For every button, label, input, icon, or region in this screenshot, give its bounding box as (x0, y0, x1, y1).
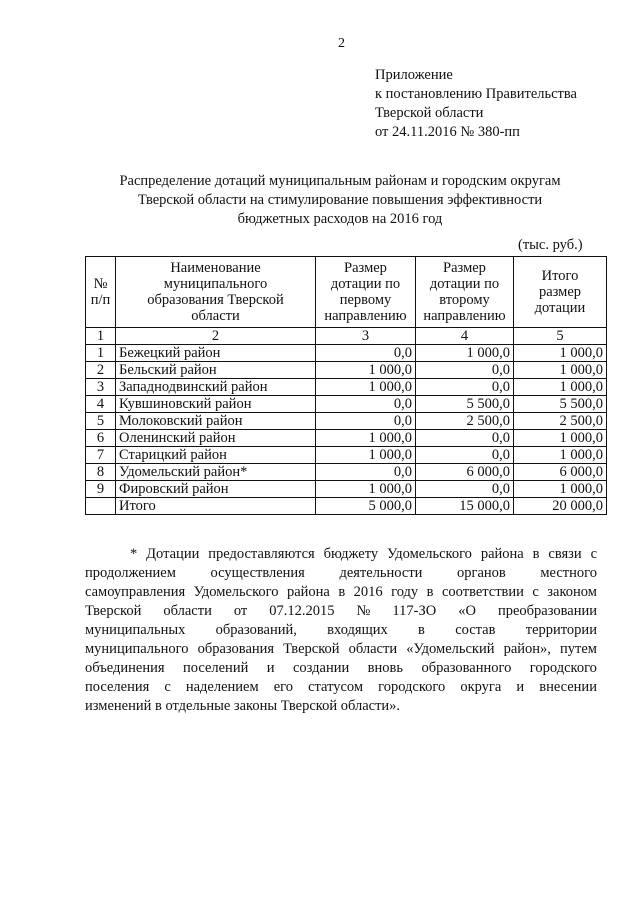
footnote-word: района (480, 546, 524, 562)
cell-second: 0,0 (416, 481, 514, 498)
table-row (86, 345, 607, 362)
footnote (85, 545, 597, 716)
footnote-line (85, 640, 597, 659)
cell-name: Западнодвинский район (116, 379, 316, 396)
footnote-word: в (532, 546, 540, 562)
footnote-word: городского (529, 660, 597, 676)
cell-name: Итого (116, 498, 316, 515)
footnote-word: состав (455, 622, 496, 638)
table-row (86, 447, 607, 464)
header-num: № п/п (86, 257, 116, 328)
footnote-line (85, 545, 597, 564)
title-line: бюджетных расходов на 2016 год (237, 211, 443, 227)
footnote-word: образования (197, 641, 275, 657)
footnote-word: внесении (539, 679, 597, 695)
cell-num: 6 (86, 430, 116, 447)
footnote-word: деятельности (339, 565, 423, 581)
footnote-word: объединения (85, 660, 165, 676)
footnote-word: городского (378, 679, 446, 695)
table-row (86, 396, 607, 413)
footnote-word: с (590, 546, 597, 562)
cell-name: Бельский район (116, 362, 316, 379)
cell-num (86, 498, 116, 515)
cell-name: Молоковский район (116, 413, 316, 430)
footnote-word: муниципального (85, 641, 189, 657)
footnote-word: «Удомельский (406, 641, 495, 657)
cell-total: 1 000,0 (514, 379, 607, 396)
footnote-word: 117-ЗО (392, 603, 437, 619)
footnote-word: местного (540, 565, 597, 581)
footnote-word: район», (503, 641, 551, 657)
footnote-line (85, 602, 597, 621)
appendix-block (375, 66, 577, 142)
cell-num: 2 (86, 362, 116, 379)
cell-second: 0,0 (416, 379, 514, 396)
cell-first: 0,0 (316, 413, 416, 430)
cell-second: 0,0 (416, 447, 514, 464)
footnote-word: 07.12.2015 (269, 603, 335, 619)
footnote-word: путем (560, 641, 597, 657)
footnote-word: территории (525, 622, 597, 638)
cell-name: Фировский район (116, 481, 316, 498)
footnote-word: Тверской (85, 603, 142, 619)
title-line: Распределение дотаций муниципальным районам и городским округам (119, 173, 561, 189)
footnote-word: самоуправления (85, 584, 186, 600)
footnote-word: * (130, 546, 138, 562)
footnote-word: Удомельского (387, 546, 472, 562)
footnote-line (85, 659, 597, 678)
footnote-line (85, 621, 597, 640)
cell-num: 5 (86, 413, 116, 430)
footnote-word: органов (457, 565, 506, 581)
cell-total: 1 000,0 (514, 362, 607, 379)
column-number: 2 (116, 328, 316, 345)
cell-num: 7 (86, 447, 116, 464)
table-header-row (86, 257, 607, 328)
header-first-direction: Размер дотации по первому направлению (316, 257, 416, 328)
footnote-word: образований, (215, 622, 297, 638)
footnote-word: и (516, 679, 525, 695)
grants-table (85, 256, 607, 515)
footnote-word: законом (547, 584, 597, 600)
column-number: 5 (514, 328, 607, 345)
cell-total: 1 000,0 (514, 481, 607, 498)
footnote-word: поселения (85, 679, 150, 695)
cell-second: 6 000,0 (416, 464, 514, 481)
header-name: Наименование муниципального образования Тверской области (116, 257, 316, 328)
cell-total: 1 000,0 (514, 345, 607, 362)
cell-first: 1 000,0 (316, 430, 416, 447)
footnote-word: наделением (185, 679, 259, 695)
cell-total: 5 500,0 (514, 396, 607, 413)
table-row (86, 362, 607, 379)
footnote-word: области (348, 641, 398, 657)
cell-total: 2 500,0 (514, 413, 607, 430)
footnote-word: области (163, 603, 212, 619)
table-total-row (86, 498, 607, 515)
cell-first: 0,0 (316, 396, 416, 413)
table-row (86, 379, 607, 396)
footnote-word: его (273, 679, 293, 695)
column-number: 1 (86, 328, 116, 345)
cell-second: 0,0 (416, 430, 514, 447)
footnote-line (85, 678, 597, 697)
footnote-line (85, 564, 597, 583)
cell-total: 1 000,0 (514, 430, 607, 447)
cell-total: 6 000,0 (514, 464, 607, 481)
footnote-word: создании (292, 660, 350, 676)
appendix-line: Тверской области (375, 105, 484, 121)
footnote-word: изменений в отдельные законы Тверской области». (85, 698, 401, 714)
cell-first: 1 000,0 (316, 447, 416, 464)
table-row (86, 464, 607, 481)
cell-total: 20 000,0 (514, 498, 607, 515)
appendix-line: Приложение (375, 67, 453, 83)
cell-first: 1 000,0 (316, 481, 416, 498)
title-line: Тверской области на стимулирование повышения эффективности (137, 192, 543, 208)
footnote-line (85, 697, 597, 716)
cell-first: 1 000,0 (316, 362, 416, 379)
appendix-line: от 24.11.2016 № 380-пп (375, 124, 520, 140)
footnote-word: с (164, 679, 171, 695)
footnote-word: «О (458, 603, 476, 619)
footnote-word: продолжением (85, 565, 176, 581)
footnote-word: преобразовании (497, 603, 597, 619)
footnote-word: от (233, 603, 248, 619)
table-row (86, 413, 607, 430)
table-row (86, 430, 607, 447)
footnote-word: вновь (367, 660, 403, 676)
footnote-word: бюджету (323, 546, 379, 562)
cell-num: 4 (86, 396, 116, 413)
footnote-line (85, 583, 597, 602)
column-numbers-row (86, 328, 607, 345)
cell-first: 0,0 (316, 345, 416, 362)
footnote-word: округа (460, 679, 502, 695)
footnote-word: соответствии (441, 584, 524, 600)
footnote-word: Удомельского (193, 584, 279, 600)
footnote-word: году (391, 584, 419, 600)
cell-first: 5 000,0 (316, 498, 416, 515)
cell-name: Удомельский район* (116, 464, 316, 481)
units-label: (тыс. руб.) (518, 237, 583, 253)
footnote-word: 2016 (353, 584, 383, 600)
footnote-word: поселений (182, 660, 249, 676)
page-number: 2 (338, 36, 345, 51)
cell-num: 1 (86, 345, 116, 362)
footnote-word: в (426, 584, 434, 600)
footnote-word: Дотации (146, 546, 200, 562)
cell-name: Старицкий район (116, 447, 316, 464)
header-second-direction: Размер дотации по второму направлению (416, 257, 514, 328)
footnote-word: района (286, 584, 330, 600)
footnote-word: входящих (327, 622, 388, 638)
table-row (86, 481, 607, 498)
footnote-word: образованного (421, 660, 512, 676)
footnote-word: и (266, 660, 275, 676)
cell-name: Бежецкий район (116, 345, 316, 362)
footnote-word: предоставляются (208, 546, 315, 562)
cell-second: 1 000,0 (416, 345, 514, 362)
footnote-word: в (338, 584, 346, 600)
cell-second: 5 500,0 (416, 396, 514, 413)
header-total: Итого размер дотации (514, 257, 607, 328)
cell-total: 1 000,0 (514, 447, 607, 464)
cell-second: 2 500,0 (416, 413, 514, 430)
footnote-word: с (532, 584, 539, 600)
cell-first: 0,0 (316, 464, 416, 481)
footnote-word: Тверской (283, 641, 340, 657)
cell-name: Оленинский район (116, 430, 316, 447)
cell-first: 1 000,0 (316, 379, 416, 396)
cell-second: 0,0 (416, 362, 514, 379)
cell-num: 3 (86, 379, 116, 396)
column-number: 4 (416, 328, 514, 345)
footnote-word: статусом (308, 679, 364, 695)
cell-second: 15 000,0 (416, 498, 514, 515)
footnote-word: № (356, 603, 371, 619)
column-number: 3 (316, 328, 416, 345)
footnote-word: связи (548, 546, 582, 562)
appendix-line: к постановлению Правительства (375, 86, 577, 102)
footnote-word: муниципальных (85, 622, 186, 638)
footnote-word: в (418, 622, 425, 638)
document-title (80, 172, 600, 229)
cell-num: 8 (86, 464, 116, 481)
cell-num: 9 (86, 481, 116, 498)
footnote-word: осуществления (210, 565, 305, 581)
cell-name: Кувшиновский район (116, 396, 316, 413)
